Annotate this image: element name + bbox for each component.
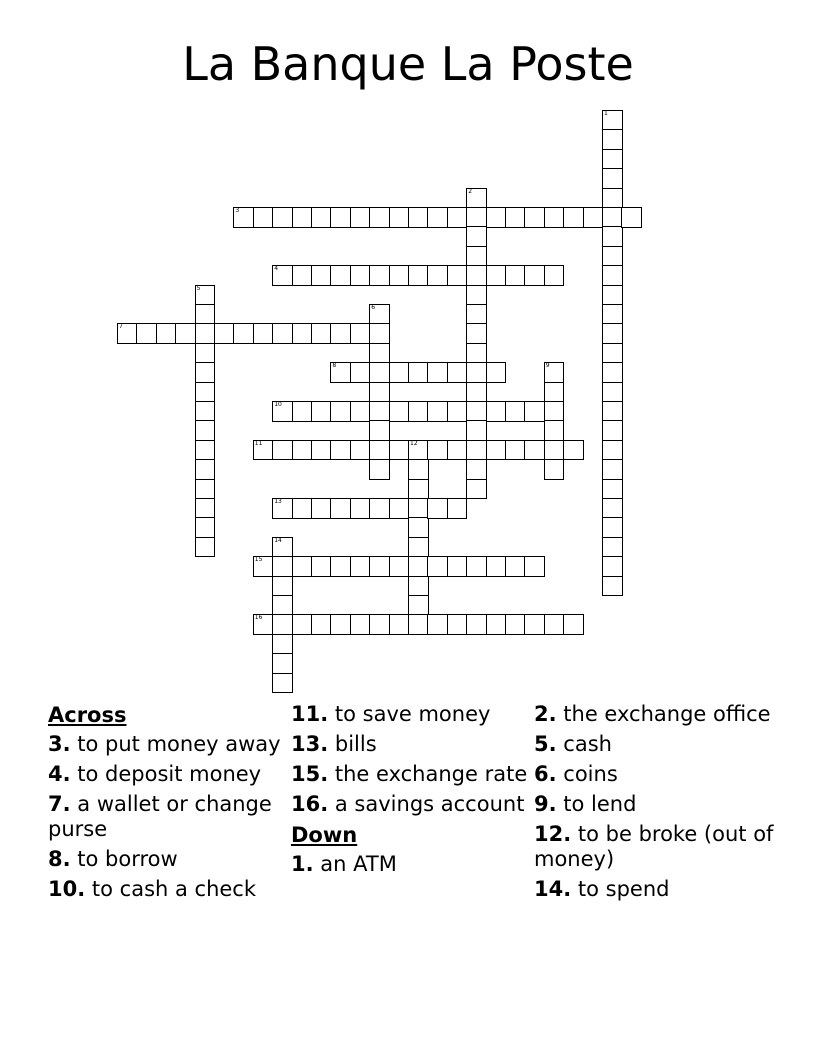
grid-cell[interactable]	[330, 362, 351, 383]
grid-cell[interactable]	[427, 207, 448, 228]
clue-number: 16.	[291, 792, 329, 816]
grid-cell[interactable]	[563, 440, 584, 461]
grid-cell[interactable]	[117, 323, 138, 344]
cell-number: 13	[274, 498, 282, 505]
grid-cell[interactable]	[311, 401, 332, 422]
grid-cell[interactable]	[350, 440, 371, 461]
grid-cell[interactable]	[136, 323, 157, 344]
grid-cell[interactable]	[369, 614, 390, 635]
clue-column-3	[534, 702, 779, 907]
clue-number: 7.	[48, 792, 71, 816]
grid-cell[interactable]	[602, 343, 623, 364]
grid-cell[interactable]	[486, 614, 507, 635]
clue-text: to spend	[577, 877, 670, 901]
grid-cell[interactable]	[602, 207, 623, 228]
clue-down-2	[534, 702, 779, 727]
clue-number: 13.	[291, 732, 329, 756]
grid-cell[interactable]	[602, 517, 623, 538]
grid-cell[interactable]	[544, 614, 565, 635]
grid-cell[interactable]	[466, 382, 487, 403]
clue-number: 3.	[48, 732, 71, 756]
grid-cell[interactable]	[486, 401, 507, 422]
grid-cell[interactable]	[195, 323, 216, 344]
cell-number: 14	[274, 536, 282, 544]
grid-cell[interactable]	[505, 265, 526, 286]
grid-cell[interactable]	[253, 440, 274, 461]
clue-number: 8.	[48, 847, 71, 871]
cell-number: 10	[274, 401, 282, 408]
grid-cell[interactable]	[602, 362, 623, 383]
grid-cell[interactable]	[195, 537, 216, 558]
grid-cell[interactable]	[330, 323, 351, 344]
grid-cell[interactable]	[272, 673, 293, 694]
grid-cell[interactable]	[602, 304, 623, 325]
grid-cell[interactable]	[447, 362, 468, 383]
grid-cell[interactable]	[544, 265, 565, 286]
grid-cell[interactable]	[486, 556, 507, 577]
grid-cell[interactable]	[466, 479, 487, 500]
grid-cell[interactable]	[408, 440, 429, 461]
grid-cell[interactable]	[330, 265, 351, 286]
grid-cell[interactable]	[389, 614, 410, 635]
grid-cell[interactable]	[272, 653, 293, 674]
cell-number: 11	[254, 439, 263, 447]
grid-cell[interactable]	[466, 323, 487, 344]
grid-cell[interactable]	[311, 265, 332, 286]
grid-cell[interactable]	[427, 498, 448, 519]
clue-number: 1.	[291, 852, 314, 876]
grid-cell[interactable]	[427, 614, 448, 635]
clue-across-10	[48, 877, 293, 902]
grid-cell[interactable]	[408, 595, 429, 616]
clue-text: an ATM	[320, 852, 397, 876]
grid-cell[interactable]	[602, 479, 623, 500]
grid-cell[interactable]	[544, 362, 565, 383]
grid-cell[interactable]	[292, 440, 313, 461]
grid-cell[interactable]	[466, 440, 487, 461]
clue-across-11	[291, 702, 536, 727]
cell-number: 2	[468, 187, 473, 195]
grid-cell[interactable]	[602, 188, 623, 209]
grid-cell[interactable]	[524, 401, 545, 422]
grid-cell[interactable]	[311, 498, 332, 519]
clue-text: coins	[563, 762, 618, 786]
cell-number: 7	[119, 323, 123, 331]
grid-cell[interactable]	[330, 401, 351, 422]
clue-text: bills	[334, 732, 377, 756]
clue-text: cash	[563, 732, 612, 756]
grid-cell[interactable]	[369, 304, 390, 325]
grid-cell[interactable]	[195, 498, 216, 519]
grid-cell[interactable]	[466, 207, 487, 228]
grid-cell[interactable]	[272, 207, 293, 228]
grid-cell[interactable]	[466, 246, 487, 267]
cell-number: 5	[196, 284, 201, 292]
grid-cell[interactable]	[292, 323, 313, 344]
grid-cell[interactable]	[466, 614, 487, 635]
grid-cell[interactable]	[292, 556, 313, 577]
grid-cell[interactable]	[447, 556, 468, 577]
grid-cell[interactable]	[292, 498, 313, 519]
grid-cell[interactable]	[408, 614, 429, 635]
grid-cell[interactable]	[195, 459, 216, 480]
grid-cell[interactable]	[602, 246, 623, 267]
cell-number: 15	[254, 556, 263, 564]
grid-cell[interactable]	[253, 323, 274, 344]
grid-cell[interactable]	[272, 634, 293, 655]
clue-text: to be broke (out of money)	[534, 822, 774, 871]
grid-cell[interactable]	[505, 556, 526, 577]
grid-cell[interactable]	[369, 382, 390, 403]
clue-down-9	[534, 792, 779, 817]
grid-cell[interactable]	[602, 149, 623, 170]
grid-cell[interactable]	[524, 614, 545, 635]
clue-text: the exchange rate	[334, 762, 528, 786]
grid-cell[interactable]	[350, 207, 371, 228]
grid-cell[interactable]	[272, 440, 293, 461]
grid-cell[interactable]	[369, 440, 390, 461]
grid-cell[interactable]	[272, 614, 293, 635]
grid-cell[interactable]	[466, 556, 487, 577]
grid-cell[interactable]	[427, 265, 448, 286]
clue-down-1	[291, 852, 536, 877]
cell-number: 3	[235, 207, 240, 214]
grid-cell[interactable]	[466, 420, 487, 441]
grid-cell[interactable]	[350, 265, 371, 286]
grid-cell[interactable]	[292, 207, 313, 228]
grid-cell[interactable]	[466, 285, 487, 306]
grid-cell[interactable]	[602, 420, 623, 441]
grid-cell[interactable]	[524, 556, 545, 577]
grid-cell[interactable]	[233, 323, 254, 344]
grid-cell[interactable]	[602, 440, 623, 461]
grid-cell[interactable]	[563, 614, 584, 635]
clue-number: 15.	[291, 762, 329, 786]
clue-number: 6.	[534, 762, 557, 786]
clue-down-14	[534, 877, 779, 902]
grid-cell[interactable]	[272, 265, 293, 286]
grid-cell[interactable]	[602, 576, 623, 597]
grid-cell[interactable]	[602, 401, 623, 422]
grid-cell[interactable]	[447, 401, 468, 422]
grid-cell[interactable]	[427, 440, 448, 461]
grid-cell[interactable]	[602, 265, 623, 286]
clue-text: to borrow	[77, 847, 178, 871]
grid-cell[interactable]	[447, 498, 468, 519]
grid-cell[interactable]	[214, 323, 235, 344]
grid-cell[interactable]	[272, 537, 293, 558]
grid-cell[interactable]	[369, 556, 390, 577]
grid-cell[interactable]	[602, 226, 623, 247]
grid-cell[interactable]	[408, 576, 429, 597]
grid-cell[interactable]	[369, 265, 390, 286]
grid-cell[interactable]	[311, 614, 332, 635]
clue-text: to cash a check	[91, 877, 257, 901]
grid-cell[interactable]	[621, 207, 642, 228]
grid-cell[interactable]	[350, 362, 371, 383]
grid-cell[interactable]	[292, 265, 313, 286]
cell-number: 1	[604, 110, 608, 117]
grid-cell[interactable]	[389, 498, 410, 519]
clue-down-5	[534, 732, 779, 757]
grid-cell[interactable]	[505, 207, 526, 228]
grid-cell[interactable]	[195, 420, 216, 441]
clue-number: 4.	[48, 762, 71, 786]
grid-cell[interactable]	[466, 265, 487, 286]
grid-cell[interactable]	[505, 440, 526, 461]
grid-cell[interactable]	[330, 556, 351, 577]
grid-cell[interactable]	[253, 614, 274, 635]
grid-cell[interactable]	[292, 401, 313, 422]
grid-cell[interactable]	[195, 517, 216, 538]
grid-cell[interactable]	[486, 207, 507, 228]
grid-cell[interactable]	[602, 459, 623, 480]
grid-cell[interactable]	[602, 556, 623, 577]
grid-cell[interactable]	[195, 382, 216, 403]
across-heading: Across	[48, 703, 127, 727]
clue-number: 5.	[534, 732, 557, 756]
grid-cell[interactable]	[389, 207, 410, 228]
grid-cell[interactable]	[389, 265, 410, 286]
grid-cell[interactable]	[486, 440, 507, 461]
grid-cell[interactable]	[195, 304, 216, 325]
grid-cell[interactable]	[602, 129, 623, 150]
grid-cell[interactable]	[369, 498, 390, 519]
grid-cell[interactable]	[369, 207, 390, 228]
clue-text: to save money	[334, 702, 491, 726]
grid-cell[interactable]	[369, 343, 390, 364]
grid-cell[interactable]	[272, 401, 293, 422]
grid-cell[interactable]	[544, 440, 565, 461]
grid-cell[interactable]	[466, 401, 487, 422]
grid-cell[interactable]	[427, 556, 448, 577]
grid-cell[interactable]	[330, 207, 351, 228]
clue-number: 12.	[534, 822, 572, 846]
clue-across-3	[48, 732, 293, 757]
grid-cell[interactable]	[602, 498, 623, 519]
grid-cell[interactable]	[195, 285, 216, 306]
grid-cell[interactable]	[156, 323, 177, 344]
grid-cell[interactable]	[195, 479, 216, 500]
clue-across-7	[48, 792, 293, 842]
grid-cell[interactable]	[427, 362, 448, 383]
grid-cell[interactable]	[524, 207, 545, 228]
grid-cell[interactable]	[195, 343, 216, 364]
cell-number: 9	[545, 362, 550, 370]
clue-text: a wallet or change purse	[48, 792, 272, 841]
grid-cell[interactable]	[311, 556, 332, 577]
grid-cell[interactable]	[466, 459, 487, 480]
grid-cell[interactable]	[350, 323, 371, 344]
grid-cell[interactable]	[350, 401, 371, 422]
grid-cell[interactable]	[369, 459, 390, 480]
grid-cell[interactable]	[408, 207, 429, 228]
clue-across-13	[291, 732, 536, 757]
grid-cell[interactable]	[408, 401, 429, 422]
clue-down-6	[534, 762, 779, 787]
grid-cell[interactable]	[408, 498, 429, 519]
grid-cell[interactable]	[389, 362, 410, 383]
grid-cell[interactable]	[369, 420, 390, 441]
clue-number: 11.	[291, 702, 329, 726]
grid-cell[interactable]	[466, 304, 487, 325]
clue-text: a savings account	[334, 792, 525, 816]
grid-cell[interactable]	[272, 556, 293, 577]
grid-cell[interactable]	[272, 498, 293, 519]
grid-cell[interactable]	[544, 420, 565, 441]
grid-cell[interactable]	[253, 207, 274, 228]
clue-across-16	[291, 792, 536, 817]
grid-cell[interactable]	[602, 110, 623, 131]
grid-cell[interactable]	[311, 440, 332, 461]
grid-cell[interactable]	[311, 323, 332, 344]
grid-cell[interactable]	[544, 459, 565, 480]
clue-text: to lend	[563, 792, 637, 816]
grid-cell[interactable]	[233, 207, 254, 228]
puzzle-title: La Banque La Poste	[182, 37, 634, 91]
grid-cell[interactable]	[408, 517, 429, 538]
grid-cell[interactable]	[175, 323, 196, 344]
grid-cell[interactable]	[602, 323, 623, 344]
clue-text: to put money away	[77, 732, 281, 756]
grid-cell[interactable]	[195, 401, 216, 422]
clue-column-2	[291, 702, 536, 882]
clue-text: the exchange office	[563, 702, 771, 726]
grid-cell[interactable]	[292, 614, 313, 635]
clue-text: to deposit money	[77, 762, 262, 786]
grid-cell[interactable]	[602, 537, 623, 558]
grid-cell[interactable]	[350, 556, 371, 577]
cell-number: 16	[254, 614, 263, 622]
cell-number: 4	[274, 265, 279, 273]
grid-cell[interactable]	[350, 498, 371, 519]
grid-cell[interactable]	[447, 614, 468, 635]
grid-cell[interactable]	[311, 207, 332, 228]
clue-number: 10.	[48, 877, 86, 901]
grid-cell[interactable]	[330, 498, 351, 519]
grid-cell[interactable]	[389, 556, 410, 577]
grid-cell[interactable]	[544, 382, 565, 403]
clue-down-12	[534, 822, 779, 872]
grid-cell[interactable]	[466, 188, 487, 209]
grid-cell[interactable]	[602, 168, 623, 189]
grid-cell[interactable]	[330, 440, 351, 461]
grid-cell[interactable]	[408, 556, 429, 577]
grid-cell[interactable]	[272, 576, 293, 597]
grid-cell[interactable]	[369, 362, 390, 383]
cell-number: 8	[332, 362, 337, 370]
clue-column-1	[48, 702, 293, 907]
grid-cell[interactable]	[427, 401, 448, 422]
grid-cell[interactable]	[408, 459, 429, 480]
grid-cell[interactable]	[524, 440, 545, 461]
grid-cell[interactable]	[544, 401, 565, 422]
grid-cell[interactable]	[505, 401, 526, 422]
clue-number: 9.	[534, 792, 557, 816]
grid-cell[interactable]	[408, 537, 429, 558]
grid-cell[interactable]	[389, 440, 410, 461]
grid-cell[interactable]	[447, 265, 468, 286]
grid-cell[interactable]	[330, 614, 351, 635]
grid-cell[interactable]	[408, 362, 429, 383]
grid-cell[interactable]	[602, 285, 623, 306]
grid-cell[interactable]	[408, 265, 429, 286]
grid-cell[interactable]	[350, 614, 371, 635]
grid-cell[interactable]	[486, 362, 507, 383]
grid-cell[interactable]	[486, 265, 507, 286]
grid-cell[interactable]	[524, 265, 545, 286]
grid-cell[interactable]	[272, 323, 293, 344]
clue-across-8	[48, 847, 293, 872]
grid-cell[interactable]	[195, 440, 216, 461]
cell-number: 6	[371, 304, 376, 311]
grid-cell[interactable]	[369, 323, 390, 344]
grid-cell[interactable]	[389, 401, 410, 422]
grid-cell[interactable]	[447, 440, 468, 461]
clue-across-15	[291, 762, 536, 787]
grid-cell[interactable]	[466, 362, 487, 383]
grid-cell[interactable]	[563, 207, 584, 228]
grid-cell[interactable]	[505, 614, 526, 635]
grid-cell[interactable]	[253, 556, 274, 577]
grid-cell[interactable]	[466, 343, 487, 364]
clue-across-4	[48, 762, 293, 787]
cell-number: 12	[410, 439, 418, 447]
grid-cell[interactable]	[408, 479, 429, 500]
grid-cell[interactable]	[195, 362, 216, 383]
grid-cell[interactable]	[544, 207, 565, 228]
grid-cell[interactable]	[369, 401, 390, 422]
grid-cell[interactable]	[447, 207, 468, 228]
grid-cell[interactable]	[272, 595, 293, 616]
clue-number: 2.	[534, 702, 557, 726]
grid-cell[interactable]	[583, 207, 604, 228]
grid-cell[interactable]	[466, 226, 487, 247]
grid-cell[interactable]	[602, 382, 623, 403]
clue-number: 14.	[534, 877, 572, 901]
down-heading: Down	[291, 823, 358, 847]
